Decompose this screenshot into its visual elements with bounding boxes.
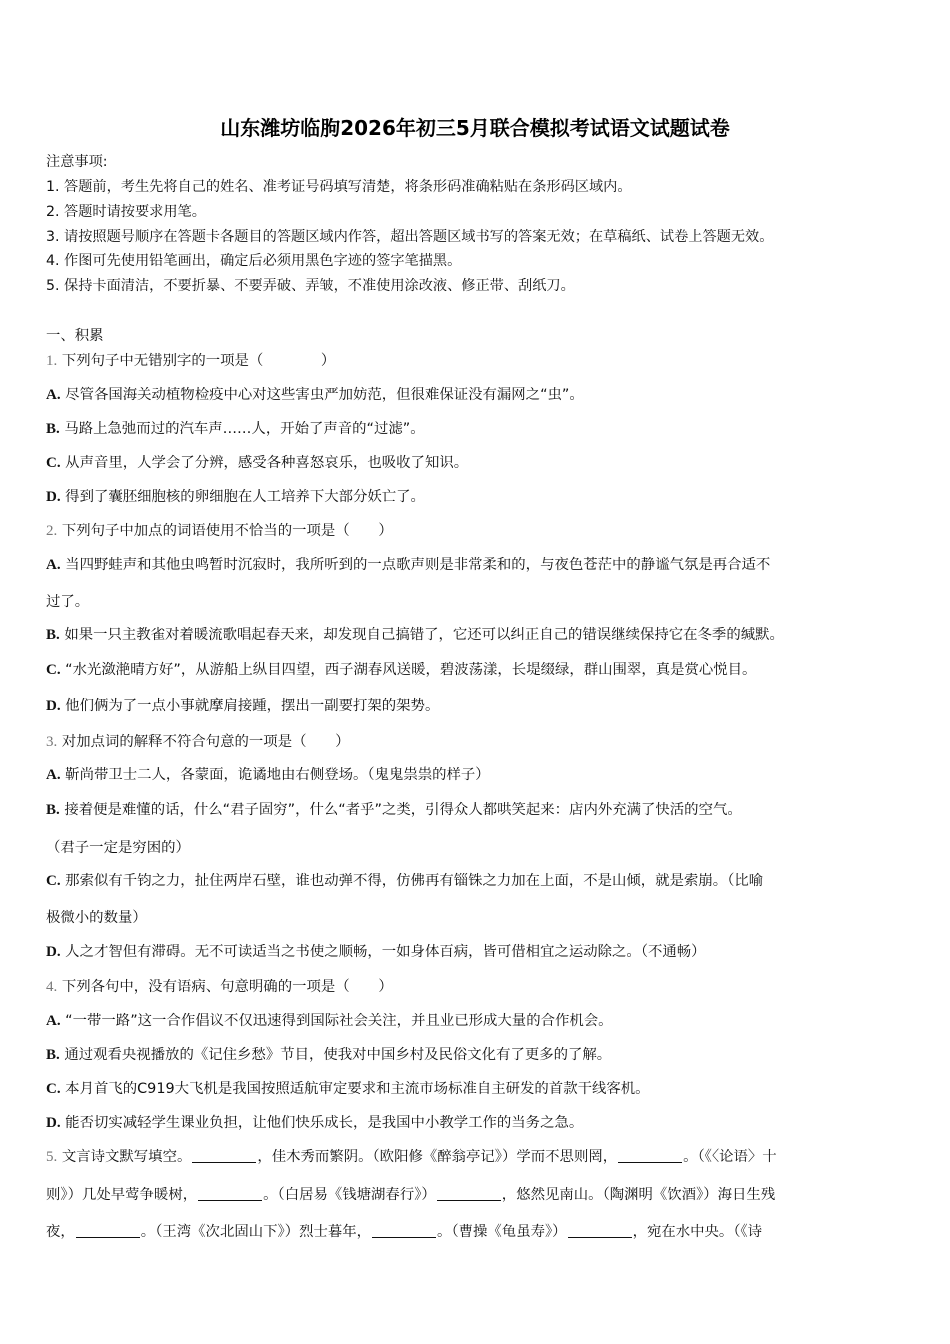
question-text: 下列句子中加点的词语使用不恰当的一项是（ ） — [61, 523, 393, 539]
option-d: D. 能否切实减轻学生课业负担，让他们快乐成长，是我国中小教学工作的当务之急。 — [46, 1115, 584, 1131]
notice-item: 2. 答题时请按要求用笔。 — [46, 204, 206, 220]
option-c: C. 从声音里，人学会了分辨，感受各种喜怒哀乐，也吸收了知识。 — [46, 455, 469, 471]
option-c: C. 本月首飞的C919大飞机是我国按照适航审定要求和主流市场标准自主研发的首款干线客机。 — [46, 1081, 650, 1097]
notice-heading: 注意事项: — [46, 154, 108, 170]
question-number: 5. — [46, 1149, 58, 1165]
option-d: D. 他们俩为了一点小事就摩肩接踵，摆出一副要打架的架势。 — [46, 698, 440, 714]
option-a: A. 尽管各国海关动植物检疫中心对这些害虫严加妨范，但很难保证没有漏网之“虫”。 — [46, 387, 584, 403]
option-a: A. “一带一路”这一合作倡议不仅迅速得到国际社会关注，并且业已形成大量的合作机会。 — [46, 1013, 613, 1029]
option-a: A. 靳尚带卫士二人，各蒙面，诡谲地由右侧登场。（鬼鬼祟祟的样子） — [46, 767, 490, 783]
option-b-continued: （君子一定是穷困的） — [46, 840, 190, 856]
question-stem — [46, 977, 393, 997]
section-heading: 一、积累 — [46, 328, 104, 344]
question-number: 4. — [46, 979, 58, 995]
question-stem — [46, 521, 393, 541]
option-d: D. 人之才智但有滞碍。无不可读适当之书使之顺畅，一如身体百病，皆可借相宜之运动除之。（不通畅） — [46, 944, 706, 960]
option-b: B. 通过观看央视播放的《记住乡愁》节目，使我对中国乡村及民俗文化有了更多的了解。 — [46, 1047, 612, 1063]
answer-blank[interactable] — [437, 1186, 501, 1201]
answer-blank[interactable] — [372, 1223, 436, 1238]
option-b: B. 马路上急弛而过的汽车声……人，开始了声音的“过滤”。 — [46, 421, 425, 437]
answer-blank[interactable] — [76, 1223, 140, 1238]
notice-item: 1. 答题前，考生先将自己的姓名、准考证号码填写清楚，将条形码准确粘贴在条形码区域内。 — [46, 179, 632, 195]
option-c: C. “水光潋滟晴方好”，从游船上纵目四望，西子湖春风送暖，碧波荡漾，长堤缀绿，群山围翠，真是赏心悦目。 — [46, 662, 757, 678]
option-c: C. 那索似有千钧之力，扯住两岸石壁，谁也动弹不得，仿佛再有锱铢之力加在上面，不是山倾，就是索崩。（比喻 — [46, 873, 764, 889]
question-stem — [46, 351, 335, 371]
option-a: A. 当四野蛙声和其他虫鸣暂时沉寂时，我所听到的一点歌声则是非常柔和的，与夜色苍茫中的静谧气氛是再合适不 — [46, 557, 771, 573]
answer-blank[interactable] — [618, 1148, 682, 1163]
fill-blank-line: 则》）几处早莺争暖树， 。（白居易《钱塘湖春行》） ，悠然见南山。（陶渊明《饮酒》）海日生残 — [46, 1187, 776, 1203]
exam-title: 山东潍坊临朐2026年初三5月联合模拟考试语文试题试卷 — [220, 116, 730, 140]
option-b: B. 如果一只主教雀对着暖流歌唱起春天来，却发现自己搞错了，它还可以纠正自己的错误继续保持它在冬季的缄默。 — [46, 627, 784, 643]
answer-blank[interactable] — [192, 1148, 256, 1163]
answer-blank[interactable] — [568, 1223, 632, 1238]
answer-blank[interactable] — [198, 1186, 262, 1201]
question-number: 1. — [46, 353, 58, 369]
notice-item: 3. 请按照题号顺序在答题卡各题目的答题区域内作答，超出答题区域书写的答案无效；在草稿纸、试卷上答题无效。 — [46, 229, 774, 245]
option-b: B. 接着便是难懂的话，什么“君子固穷”，什么“者乎”之类，引得众人都哄笑起来：店内外充满了快活的空气。 — [46, 802, 742, 818]
fill-blank-line: 夜， 。（王湾《次北固山下》）烈士暮年， 。（曹操《龟虽寿》） ，宛在水中央。（《诗 — [46, 1224, 763, 1240]
question-text: 对加点词的解释不符合句意的一项是（ ） — [61, 734, 350, 750]
option-d: D. 得到了囊胚细胞核的卵细胞在人工培养下大部分妖亡了。 — [46, 489, 425, 505]
question-number: 3. — [46, 734, 58, 750]
fill-blank-line: 5. 文言诗文默写填空。 ，佳木秀而繁阴。（欧阳修《醉翁亭记》）学而不思则罔， 。（《〈论语〉十 — [46, 1149, 777, 1165]
question-number: 2. — [46, 523, 58, 539]
notice-item: 5. 保持卡面清洁，不要折暴、不要弄破、弄皱，不准使用涂改液、修正带、刮纸刀。 — [46, 278, 575, 294]
question-text: 下列句子中无错别字的一项是（ ） — [61, 353, 336, 369]
option-a-continued: 过了。 — [46, 594, 90, 610]
notice-item: 4. 作图可先使用铅笔画出，确定后必须用黑色字迹的签字笔描黑。 — [46, 253, 462, 269]
option-c-continued: 极微小的数量） — [46, 910, 147, 926]
question-text: 下列各句中，没有语病、句意明确的一项是（ ） — [61, 979, 393, 995]
question-stem — [46, 732, 350, 752]
